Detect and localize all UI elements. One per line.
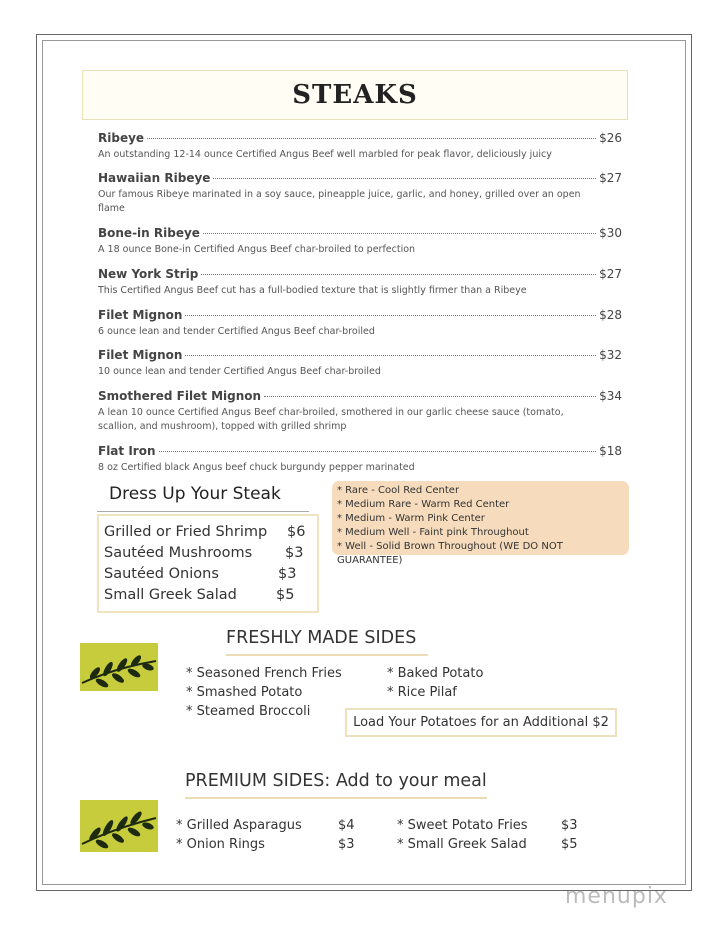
- dress-up-item: Sautéed Onions: [104, 566, 219, 582]
- doneness-item: * Well - Solid Brown Throughout (WE DO NOT GUARANTEE): [337, 541, 563, 566]
- steak-name: Hawaiian Ribeye: [98, 171, 211, 185]
- steak-price: $27: [599, 171, 622, 185]
- divider: [97, 509, 309, 512]
- steak-price: $34: [599, 389, 622, 403]
- dot-leader: [185, 315, 596, 316]
- premium-sides-title: PREMIUM SIDES: Add to your meal: [185, 771, 487, 791]
- watermark: menupix: [565, 884, 668, 909]
- dress-up-item: Sautéed Mushrooms: [104, 545, 253, 561]
- premium-item: * Sweet Potato Fries: [397, 818, 528, 833]
- premium-price: $3: [338, 837, 355, 852]
- doneness-item: * Medium Well - Faint pink Throughout: [337, 527, 529, 538]
- dress-up-title: Dress Up Your Steak: [109, 484, 281, 504]
- steak-description: A 18 ounce Bone-in Certified Angus Beef char-broiled to perfection: [98, 244, 416, 255]
- dress-up-price: $3: [278, 566, 297, 582]
- dot-leader: [159, 451, 597, 452]
- steak-name: New York Strip: [98, 267, 199, 281]
- doneness-item: * Medium - Warm Pink Center: [337, 513, 485, 524]
- steak-description: 8 oz Certified black Angus beef chuck burgundy pepper marinated: [98, 462, 415, 473]
- doneness-guide: [332, 481, 629, 566]
- steak-item: [98, 226, 622, 257]
- load-potatoes-note: Load Your Potatoes for an Additional $2: [345, 708, 617, 737]
- steak-item: [98, 348, 622, 379]
- doneness-item: * Rare - Cool Red Center: [337, 485, 460, 496]
- steak-name: Smothered Filet Mignon: [98, 389, 262, 403]
- dress-up-item: Grilled or Fried Shrimp: [104, 524, 268, 540]
- steak-name: Filet Mignon: [98, 308, 183, 322]
- steak-name: Bone-in Ribeye: [98, 226, 200, 240]
- premium-item: * Onion Rings: [176, 837, 265, 852]
- steak-name: Filet Mignon: [98, 348, 183, 362]
- steak-price: $30: [599, 226, 622, 240]
- dress-up-box: [97, 514, 319, 613]
- steak-price: $32: [599, 348, 622, 362]
- side-item: * Rice Pilaf: [387, 685, 457, 700]
- doneness-item: * Medium Rare - Warm Red Center: [337, 499, 510, 510]
- steak-description: 10 ounce lean and tender Certified Angus Beef char-broiled: [98, 366, 381, 377]
- dot-leader: [264, 396, 596, 397]
- steak-item: [98, 267, 622, 298]
- side-item: * Baked Potato: [387, 666, 484, 681]
- steak-description: Our famous Ribeye marinated in a soy sauce, pineapple juice, garlic, and honey, grilled over an open flame: [98, 189, 581, 214]
- steak-item: [98, 444, 622, 475]
- steak-price: $27: [599, 267, 622, 281]
- divider: [226, 654, 428, 656]
- premium-item: * Grilled Asparagus: [176, 818, 302, 833]
- dress-up-price: $6: [287, 524, 306, 540]
- steak-description: 6 ounce lean and tender Certified Angus Beef char-broiled: [98, 326, 375, 337]
- dress-up-price: $5: [276, 587, 295, 603]
- steak-price: $18: [599, 444, 622, 458]
- olive-branch-image: [80, 800, 158, 852]
- premium-price: $3: [561, 818, 578, 833]
- steak-item: [98, 171, 622, 216]
- dot-leader: [203, 233, 596, 234]
- steak-item: [98, 308, 622, 339]
- dot-leader: [185, 355, 596, 356]
- dot-leader: [201, 274, 596, 275]
- side-item: * Steamed Broccoli: [186, 704, 311, 719]
- steak-name: Ribeye: [98, 131, 145, 145]
- dress-up-price: $3: [285, 545, 304, 561]
- premium-item: * Small Greek Salad: [397, 837, 527, 852]
- steak-name: Flat Iron: [98, 444, 156, 458]
- olive-branch-image: [80, 643, 158, 691]
- side-item: * Seasoned French Fries: [186, 666, 342, 681]
- divider: [185, 797, 487, 799]
- steak-item: [98, 389, 622, 434]
- dress-up-item: Small Greek Salad: [104, 587, 237, 603]
- steak-price: $26: [599, 131, 622, 145]
- steak-description: This Certified Angus Beef cut has a full-bodied texture that is slightly firmer than a Ribeye: [98, 285, 527, 296]
- premium-price: $4: [338, 818, 355, 833]
- dot-leader: [147, 138, 596, 139]
- page-title: STEAKS: [292, 80, 418, 110]
- dot-leader: [213, 178, 596, 179]
- steak-description: An outstanding 12-14 ounce Certified Angus Beef well marbled for peak flavor, deliciously juicy: [98, 149, 552, 160]
- side-item: * Smashed Potato: [186, 685, 303, 700]
- premium-price: $5: [561, 837, 578, 852]
- steak-price: $28: [599, 308, 622, 322]
- title-box: [82, 70, 628, 120]
- sides-title: FRESHLY MADE SIDES: [226, 628, 417, 648]
- steak-description: A lean 10 ounce Certified Angus Beef char-broiled, smothered in our garlic cheese sauce (tomato, scallion, and mushroom), topped with grilled shrimp: [98, 407, 564, 432]
- steak-item: [98, 131, 622, 162]
